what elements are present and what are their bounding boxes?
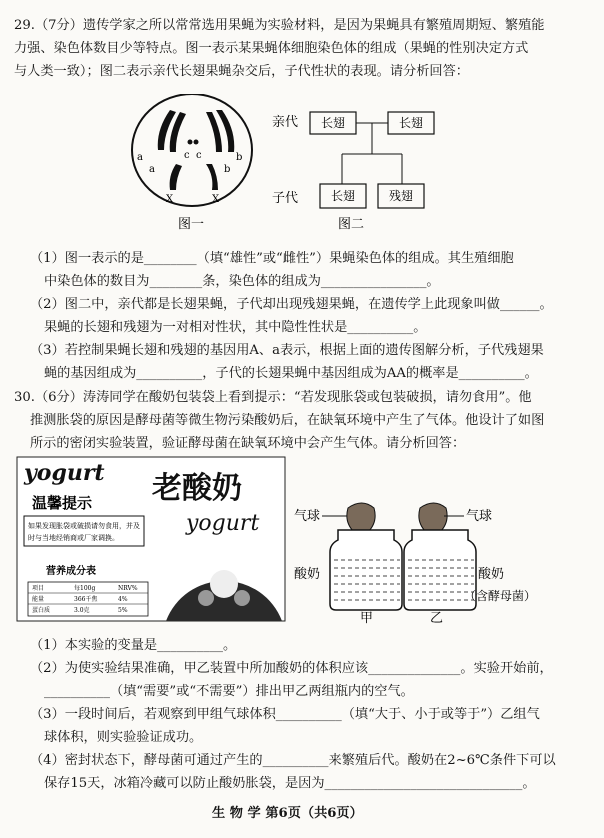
fig2-offspring-label: 子代 (272, 191, 299, 206)
experiment-apparatus (292, 494, 552, 624)
q29-sub2-line1: （2）图二中，亲代都是长翅果蝇，子代却出现残翅果蝇，在遗传学上此现象叫做______。 (30, 297, 553, 312)
package-big-title: 老酸奶 (152, 471, 242, 506)
q30-intro-line2: 推测胀袋的原因是酵母菌等微生物污染酸奶后，在缺氧环境中产生了气体。他设计了如图 (30, 413, 545, 428)
fig2-child-box1: 长翅 (331, 189, 356, 203)
q29-intro-line3: 与人类一致）；图二表示亲代长翅果蝇杂交后，子代性状的表现。请分析回答： (14, 64, 469, 79)
q30-sub4-line1: （4）密封状态下，酵母菌可通过产生的__________来繁殖后代。酸奶在2~6℃条件下可以 (30, 753, 556, 768)
nutri-r0-c2: NRV% (118, 585, 138, 592)
q29-sub3-line1: （3）若控制果蝇长翅和残翅的基因用A、a表示，根据上面的遗传图解分析，子代残翅果 (30, 343, 544, 358)
label-jar-a: 甲 (360, 611, 374, 624)
q30-sub4-line2: 保存15天，冰箱冷藏可以防止酸奶胀袋，是因为______________________________。 (44, 776, 536, 791)
package-notice-title: 温馨提示 (32, 494, 93, 512)
fig2-caption: 图二 (338, 217, 365, 232)
q30-sub3-line2: 球体积，则实验验证成功。 (44, 730, 203, 745)
q29-sub1-line1: （1）图一表示的是________（填“雄性”或“雌性”）果蝇染色体的组成。其生殖细胞 (30, 251, 514, 266)
nutri-r0-c1: 每100g (74, 585, 96, 592)
fig1-label-x1: X (166, 194, 174, 205)
package-brand-top: yogurt (24, 460, 105, 486)
fig1-label-b2: b (224, 164, 231, 175)
label-balloon-a: 气球 (294, 509, 321, 524)
yogurt-package-image (16, 456, 286, 622)
label-yogurt-a: 酸奶 (294, 567, 321, 582)
fig1-label-a1: a (137, 152, 143, 163)
fig1-caption: 图一 (178, 217, 205, 232)
fig1-label-x2: X (212, 194, 220, 205)
q30-sub2-line2: __________（填“需要”或“不需要”）排出甲乙两组瓶内的空气。 (44, 684, 414, 699)
page-footer: 生 物 学 第6页（共6页） (212, 806, 363, 821)
figure-2-cross (270, 104, 450, 234)
nutri-r1-c2: 4% (118, 596, 128, 603)
label-balloon-b: 气球 (466, 509, 493, 524)
nutri-r2-c1: 3.0克 (74, 607, 90, 614)
q29-intro-line1: 29.（7分）遗传学家之所以常常选用果蝇为实验材料，是因为果蝇具有繁殖周期短、繁殖能 (14, 18, 545, 33)
q30-intro-line1: 30.（6分）涛涛同学在酸奶包装袋上看到提示：“若发现胀袋或包装破损，请勿食用”。他 (14, 390, 532, 405)
nutri-r2-c2: 5% (118, 607, 128, 614)
label-yeast-note: （含酵母菌） (464, 589, 537, 603)
q30-sub2-line1: （2）为使实验结果准确，甲乙装置中所加酸奶的体积应该______________。实验开始前， (30, 661, 553, 676)
q30-sub3-line1: （3）一段时间后，若观察到甲组气球体积__________（填“大于、小于或等于”）乙组气 (30, 707, 540, 722)
fig2-parent-label: 亲代 (272, 115, 299, 130)
fig2-parent-box1: 长翅 (321, 116, 346, 130)
q29-sub1-line2: 中染色体的数目为________条，染色体的组成为________________。 (44, 274, 440, 289)
q29-sub2-line2: 果蝇的长翅和残翅为一对相对性状，其中隐性性状是__________。 (44, 320, 427, 335)
figure-1-chromosomes (128, 94, 268, 234)
nutri-r1-c0: 能量 (32, 596, 45, 603)
fig1-label-b1: b (236, 152, 243, 163)
fig1-label-c2: c (196, 150, 202, 161)
package-notice-line1: 如果发现胀袋或破损请勿食用，并及 (28, 522, 140, 530)
q29-intro-line2: 力强、染色体数目少等特点。图一表示某果蝇体细胞染色体的组成（果蝇的性别决定方式 (14, 41, 529, 56)
q30-intro-line3: 所示的密闭实验装置，验证酵母菌在缺氧环境中会产生气体。请分析回答： (30, 436, 466, 451)
nutri-r0-c0: 项目 (32, 585, 45, 592)
fig2-child-box2: 残翅 (389, 189, 414, 203)
nutri-r2-c0: 蛋白质 (32, 607, 51, 614)
label-yogurt-b: 酸奶 (478, 567, 505, 582)
q29-sub3-line2: 蝇的基因组成为__________，子代的长翅果蝇中基因组成为AA的概率是__________。 (44, 366, 538, 381)
package-nutrition-title: 营养成分表 (46, 566, 96, 577)
fig1-label-a2: a (149, 164, 155, 175)
package-brand-script: yogurt (186, 511, 260, 536)
q30-sub1: （1）本实验的变量是__________。 (30, 638, 237, 653)
fig1-label-c1: c (184, 150, 190, 161)
nutri-r1-c1: 366千焦 (74, 596, 98, 603)
package-notice-line2: 时与当地经销商或厂家调换。 (28, 534, 119, 542)
fig2-parent-box2: 长翅 (399, 116, 424, 130)
label-jar-b: 乙 (430, 611, 444, 624)
